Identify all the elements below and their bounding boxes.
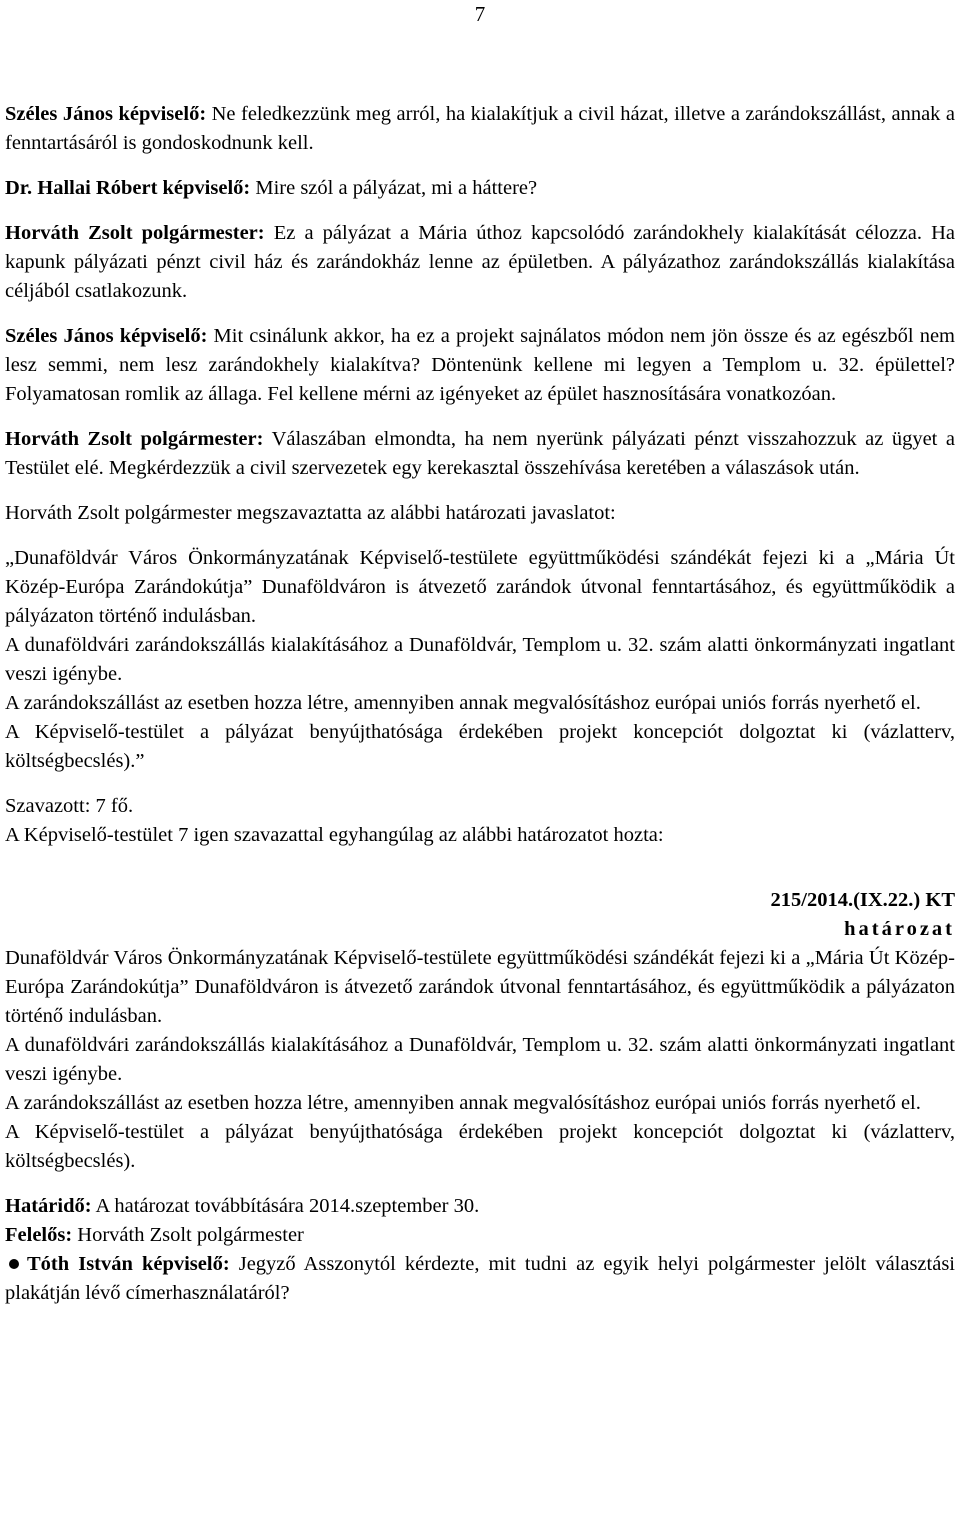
speaker-label: Horváth Zsolt polgármester: (5, 428, 264, 450)
speaker-label: Tóth István képviselő: (27, 1253, 230, 1275)
resolution-number: 215/2014.(IX.22.) KT (770, 889, 955, 911)
vote-result: A Képviselő-testület 7 igen szavazattal egyhangúlag az alábbi határozatot hozta: (5, 824, 664, 846)
responsible (5, 1221, 955, 1250)
deadline (5, 1192, 955, 1221)
paragraph-text: Ez a pályázat a Mária úthoz kapcsolódó zarándokhely kialakítását célozza. Ha kapunk pályázati pénzt civil ház és zarándokház lenne az épületben. A pályázathoz zarándokszállás kialakítása céljából csatlakozunk. (5, 222, 955, 302)
paragraph-2 (5, 174, 955, 203)
proposal-line: „Dunaföldvár Város Önkormányzatának Képviselő-testülete együttműködési szándékát fejezi ki a „Mária Út Közép-Európa Zarándokútja” Dunaföldváron is átvezető zarándok útvonal fenntartásához, és együttműködik a pályázaton történő indulásban. (5, 547, 955, 627)
paragraph-4 (5, 322, 955, 409)
resolution-word: határozat (844, 918, 955, 940)
responsible-label: Felelős: (5, 1224, 73, 1246)
resolution-line: A zarándokszállást az esetben hozza létre, amennyiben annak megvalósításhoz európai uniós forrás nyerhető el. (5, 1092, 921, 1114)
resolution-line: Dunaföldvár Város Önkormányzatának Képviselő-testülete együttműködési szándékát fejezi ki a „Mária Út Közép-Európa Zarándokútja” Dunaföldváron is átvezető zarándok útvonal fenntartásához, és együttműködik a pályázaton történő indulásban. (5, 947, 955, 1027)
paragraph-text: Ne feledkezzünk meg arról, ha kialakítjuk a civil házat, illetve a zarándokszállást, annak a fenntartásáról is gondoskodnunk kell. (5, 103, 955, 154)
paragraph-text: Jegyző Asszonytól kérdezte, mit tudni az egyik helyi polgármester jelölt választási plakátján lévő címerhasználatáról? (5, 1253, 956, 1304)
deadline-text: A határozat továbbítására 2014.szeptember 30. (91, 1195, 480, 1217)
speaker-label: Dr. Hallai Róbert képviselő: (5, 177, 251, 199)
speaker-label: Széles János képviselő: (5, 103, 207, 125)
paragraph-5 (5, 425, 955, 483)
bullet-icon (9, 1259, 19, 1269)
paragraph-text: Mire szól a pályázat, mi a háttere? (250, 177, 538, 199)
proposal-line: A zarándokszállást az esetben hozza létre, amennyiben annak megvalósításhoz európai uniós forrás nyerhető el. (5, 692, 921, 714)
paragraph-3 (5, 219, 955, 306)
paragraph-6: Horváth Zsolt polgármester megszavaztatta az alábbi határozati javaslatot: (5, 502, 616, 524)
paragraph-text: Mit csinálunk akkor, ha ez a projekt sajnálatos módon nem jön össze és az egészből nem lesz semmi, nem lesz zarándokhely kialakítva? Döntenünk kellene mi legyen a Templom u. 32. épülettel? Folyamatosan romlik az állaga. Fel kellene mérni az igényeket az épület hasznosítására vonatkozóan. (5, 325, 955, 405)
resolution-block (5, 944, 955, 1176)
vote-count: Szavazott: 7 fő. (5, 795, 134, 817)
resolution-line: A dunaföldvári zarándokszállás kialakításához a Dunaföldvár, Templom u. 32. szám alatti önkormányzati ingatlant veszi igénybe. (5, 1034, 955, 1085)
deadline-label: Határidő: (5, 1195, 92, 1217)
paragraph-last (5, 1250, 955, 1308)
proposal-line: A Képviselő-testület a pályázat benyújthatósága érdekében projekt koncepciót dolgoztat ki (vázlatterv, költségbecslés).” (5, 721, 955, 772)
proposal-block (5, 544, 955, 776)
paragraph-1 (5, 100, 955, 158)
document-body (5, 100, 955, 1308)
page-number: 7 (474, 2, 486, 26)
responsible-text: Horváth Zsolt polgármester (72, 1224, 304, 1246)
resolution-line: A Képviselő-testület a pályázat benyújthatósága érdekében projekt koncepciót dolgoztat ki (vázlatterv, költségbecslés). (5, 1121, 955, 1172)
speaker-label: Horváth Zsolt polgármester: (5, 222, 265, 244)
paragraph-text: Válaszában elmondta, ha nem nyerünk pályázati pénzt visszahozzuk az ügyet a Testület elé. Megkérdezzük a civil szervezetek egy kerekasztal összehívása keretében a válaszások után. (5, 428, 955, 479)
speaker-label: Széles János képviselő: (5, 325, 208, 347)
proposal-line: A dunaföldvári zarándokszállás kialakításához a Dunaföldvár, Templom u. 32. szám alatti önkormányzati ingatlant veszi igénybe. (5, 634, 955, 685)
